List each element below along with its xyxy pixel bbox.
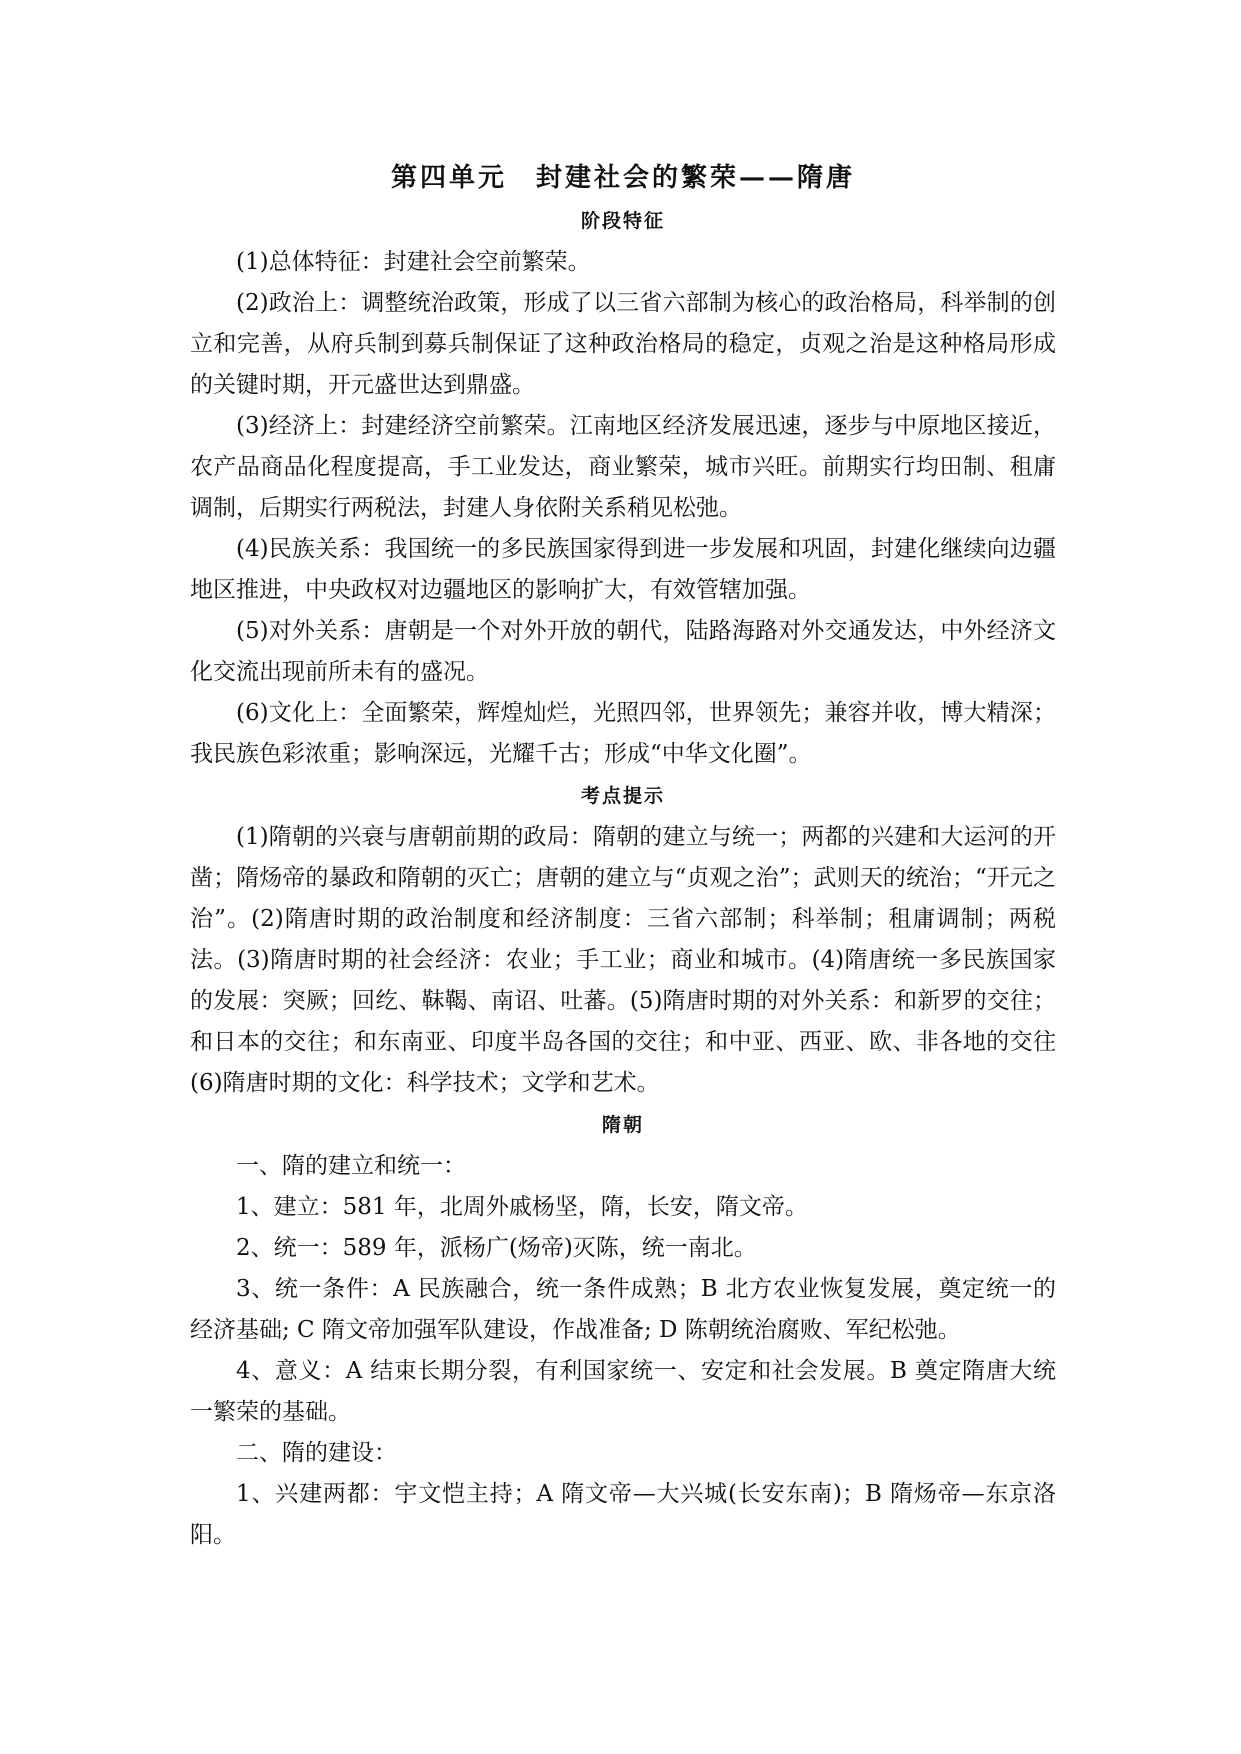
paragraph: 二、隋的建设： bbox=[236, 1440, 397, 1466]
paragraph: (1)总体特征：封建社会空前繁荣。 bbox=[236, 249, 591, 275]
paragraph: 1、兴建两都：宇文恺主持；A 隋文帝—大兴城(长安东南)；B 隋炀帝—东京洛阳。 bbox=[190, 1481, 1056, 1548]
paragraph: 1、建立：581 年，北周外戚杨坚，隋，长安，隋文帝。 bbox=[236, 1194, 808, 1220]
paragraph: 2、统一：589 年，派杨广(炀帝)灭陈，统一南北。 bbox=[236, 1235, 757, 1261]
paragraph: 一、隋的建立和统一： bbox=[236, 1153, 466, 1179]
section-heading-stage-features: 阶段特征 bbox=[580, 210, 665, 232]
document-page bbox=[190, 156, 1056, 1556]
paragraph: (3)经济上：封建经济空前繁荣。江南地区经济发展迅速，逐步与中原地区接近，农产品商品化程度提高，手工业发达，商业繁荣，城市兴旺。前期实行均田制、租庸调制，后期实行两税法，封建人身依附关系稍见松弛。 bbox=[190, 413, 1056, 521]
paragraph: 3、统一条件：A 民族融合，统一条件成熟；B 北方农业恢复发展，奠定统一的经济基础; C 隋文帝加强军队建设，作战准备; D 陈朝统治腐败、军纪松弛。 bbox=[190, 1276, 1056, 1343]
paragraph: (1)隋朝的兴衰与唐朝前期的政局：隋朝的建立与统一；两都的兴建和大运河的开凿；隋炀帝的暴政和隋朝的灭亡；唐朝的建立与“贞观之治”；武则天的统治；“开元之治”。(2)隋唐时期的政治制度和经济制度：三省六部制；科举制；租庸调制；两税法。(3)隋唐时期的社会经济：农业；手工业；商业和城市。(4)隋唐统一多民族国家的发展：突厥；回纥、靺鞨、南诏、吐蕃。(5)隋唐时期的对外关系：和新罗的交往；和日本的交往；和东南亚、印度半岛各国的交往；和中亚、西亚、欧、非各地的交往(6)隋唐时期的文化：科学技术；文学和艺术。 bbox=[190, 824, 1056, 1096]
paragraph: (2)政治上：调整统治政策，形成了以三省六部制为核心的政治格局，科举制的创立和完善，从府兵制到募兵制保证了这种政治格局的稳定，贞观之治是这种格局形成的关键时期，开元盛世达到鼎盛。 bbox=[190, 290, 1056, 398]
document-title: 第四单元 封建社会的繁荣——隋唐 bbox=[390, 163, 855, 193]
paragraph: (5)对外关系：唐朝是一个对外开放的朝代，陆路海路对外交通发达，中外经济文化交流出现前所未有的盛况。 bbox=[190, 618, 1056, 685]
paragraph: (6)文化上：全面繁荣，辉煌灿烂，光照四邻，世界领先；兼容并收，博大精深；我民族色彩浓重；影响深远，光耀千古；形成“中华文化圈”。 bbox=[190, 700, 1056, 767]
paragraph: (4)民族关系：我国统一的多民族国家得到进一步发展和巩固，封建化继续向边疆地区推进，中央政权对边疆地区的影响扩大，有效管辖加强。 bbox=[190, 536, 1056, 603]
section-heading-sui-dynasty: 隋朝 bbox=[601, 1114, 644, 1136]
paragraph: 4、意义：A 结束长期分裂，有利国家统一、安定和社会发展。B 奠定隋唐大统一繁荣的基础。 bbox=[190, 1358, 1056, 1425]
section-heading-exam-points: 考点提示 bbox=[580, 785, 665, 807]
